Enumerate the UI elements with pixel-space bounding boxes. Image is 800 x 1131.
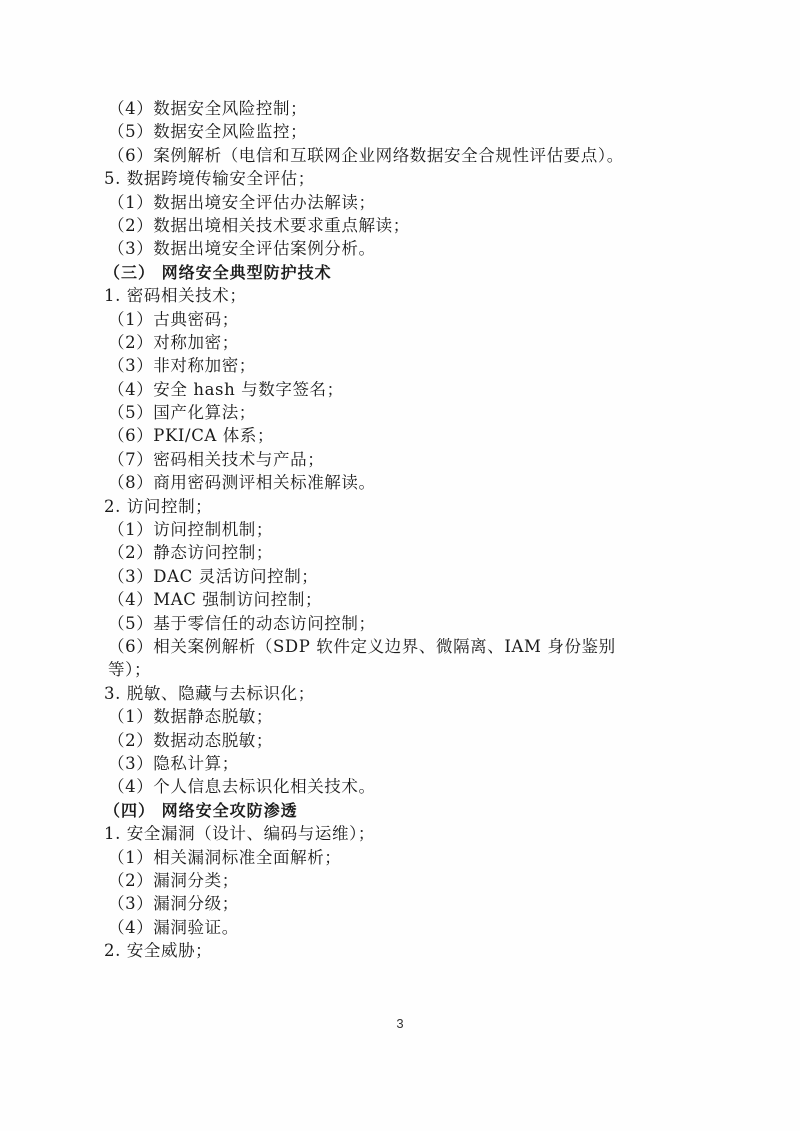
numbered-item: 2. 安全威胁；	[104, 941, 213, 961]
sub-item: （8）商用密码测评相关标准解读。	[108, 473, 376, 493]
section-heading: （四） 网络安全攻防渗透	[104, 800, 298, 820]
numbered-item: 3. 脱敏、隐藏与去标识化；	[104, 683, 315, 703]
sub-item: （5）数据安全风险监控；	[108, 122, 308, 142]
numbered-item: 5. 数据跨境传输安全评估；	[104, 169, 315, 189]
sub-item: （4）漏洞验证。	[108, 917, 239, 937]
sub-item: （3）数据出境安全评估案例分析。	[108, 239, 376, 259]
sub-item: （2）漏洞分类；	[108, 870, 239, 890]
sub-item: （1）古典密码；	[108, 309, 239, 329]
sub-item: （4）个人信息去标识化相关技术。	[108, 777, 376, 797]
sub-item: （1）数据静态脱敏；	[108, 707, 273, 727]
sub-item: （6）案例解析（电信和互联网企业网络数据安全合规性评估要点）。	[108, 145, 624, 165]
sub-item: （4）安全 hash 与数字签名；	[108, 379, 344, 399]
sub-item: （2）数据动态脱敏；	[108, 730, 273, 750]
numbered-item: 2. 访问控制；	[104, 496, 213, 516]
sub-item: （3）隐私计算；	[108, 753, 239, 773]
sub-item: （7）密码相关技术与产品；	[108, 449, 325, 469]
sub-item: （2）数据出境相关技术要求重点解读；	[108, 215, 410, 235]
sub-item: （6）相关案例解析（SDP 软件定义边界、微隔离、IAM 身份鉴别	[108, 636, 616, 656]
section-heading: （三） 网络安全典型防护技术	[104, 262, 332, 282]
sub-item: （1）数据出境安全评估办法解读；	[108, 192, 376, 212]
numbered-item: 1. 密码相关技术；	[104, 286, 247, 306]
sub-item: （1）访问控制机制；	[108, 520, 273, 540]
sub-item: （4）MAC 强制访问控制；	[108, 590, 323, 610]
sub-item: （3）非对称加密；	[108, 356, 256, 376]
sub-item: （5）基于零信任的动态访问控制；	[108, 613, 376, 633]
sub-item: （4）数据安全风险控制；	[108, 99, 308, 118]
document-body	[104, 97, 724, 962]
page-number: 3	[396, 1016, 404, 1031]
numbered-item: 1. 安全漏洞（设计、编码与运维）；	[104, 824, 376, 844]
sub-item: （3）漏洞分级；	[108, 894, 239, 914]
sub-item: （3）DAC 灵活访问控制；	[108, 566, 319, 586]
sub-item: （1）相关漏洞标准全面解析；	[108, 847, 342, 867]
sub-item: （2）静态访问控制；	[108, 543, 273, 563]
text-line-continuation: 等）；	[108, 660, 152, 680]
sub-item: （5）国产化算法；	[108, 403, 256, 423]
sub-item: （2）对称加密；	[108, 332, 239, 352]
sub-item: （6）PKI/CA 体系；	[108, 426, 275, 446]
